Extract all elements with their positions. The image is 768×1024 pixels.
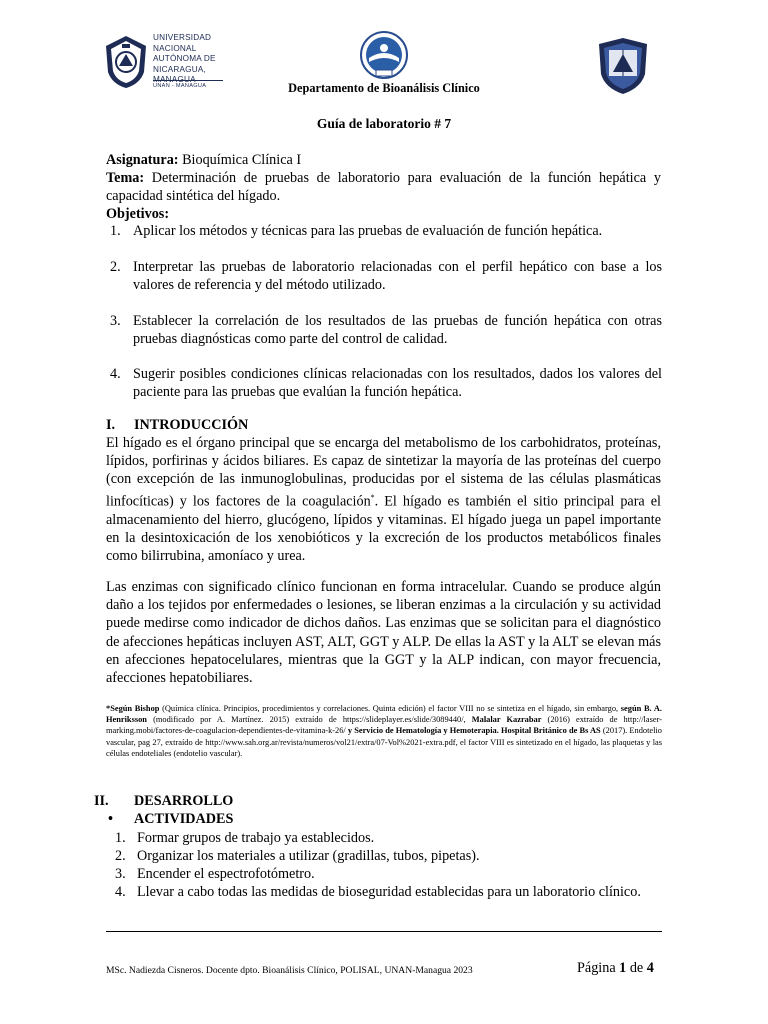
objective-text: Establecer la correlación de los resultados de las pruebas de función hepática con otras pruebas diagnósticas como parte del control de calidad.: [133, 313, 662, 348]
objective-number: 3.: [110, 313, 121, 329]
footnote-text: (2016) extraído de http://laser-marking.mobi/factores-de-coagulacion-dependientes-de-vitamina-k-26/: [106, 715, 662, 736]
activity-item: [110, 865, 662, 883]
intro-paragraph: [106, 434, 661, 565]
activity-text: Encender el espectrofotómetro.: [137, 866, 315, 882]
footnote-text: (Química clínica. Principios, procedimientos y correlaciones. Quinta edición) el factor VIII no se sintetiza en el hígado, sin embargo,: [159, 704, 621, 713]
activity-number: 2.: [115, 848, 126, 864]
objective-number: 4.: [110, 366, 121, 382]
objectives-heading: Objetivos:: [106, 206, 170, 222]
activity-number: 4.: [115, 884, 126, 900]
footer-author: MSc. Nadiezda Cisneros. Docente dpto. Bioanálisis Clínico, POLISAL, UNAN-Managua 2023: [106, 965, 473, 976]
footnote-text: (modificado por A. Martínez. 2015) extraído de https://slideplayer.es/slide/3089440/,: [146, 715, 472, 725]
guide-title: Guía de laboratorio # 7: [316, 116, 452, 131]
section-number: I.: [106, 417, 116, 433]
topic-line: [106, 169, 661, 205]
department-name: Departamento de Bioanálisis Clínico: [288, 81, 480, 95]
objective-item: [106, 258, 662, 294]
subsection-heading: ACTIVIDADES: [134, 811, 234, 827]
activity-number: 3.: [115, 866, 126, 882]
footnote-text: (2017). Endotelio vascular, pag 27, extraído de http://www.sah.org.ar/revista/numeros/vol21/extra/07-Vol%2021-extra.pdf, el factor VIII es sintetizado en el hígado, las plaquetas y las células endoteliales (endotelio vascular).: [106, 726, 662, 758]
footnote: [106, 703, 662, 759]
university-line: MANAGUA: [153, 75, 196, 85]
activity-text: Llevar a cabo todas las medidas de bioseguridad establecidas para un laboratorio clínico.: [137, 884, 641, 900]
footnote-bold: y Servicio de Hematología y Hemoterapia. Hospital Británico de Bs AS: [347, 726, 601, 736]
intro-text: El hígado es el órgano principal que se encarga del metabolismo de los carbohidratos, proteínas, lípidos, porfirinas y ácidos biliares. Es capaz de sintetizar la mayoría de las proteínas del cuerpo (con excepción de las inmunoglobulinas, producidas por el sistema de las células plasmáticas linfocíticas) y los factores de la coagulación: [106, 435, 661, 510]
activity-item: [110, 847, 662, 865]
objective-text: Aplicar los métodos y técnicas para las pruebas de evaluación de función hepática.: [133, 223, 603, 239]
topic-value: Determinación de pruebas de laboratorio para evaluación de la función hepática y capacidad sintética del hígado.: [106, 170, 661, 205]
section-number: II.: [94, 793, 109, 809]
subject-value: Bioquímica Clínica I: [178, 152, 302, 168]
page-label: Página: [577, 960, 620, 976]
activity-text: Organizar los materiales a utilizar (gradillas, tubos, pipetas).: [137, 848, 480, 864]
intro-text: . El hígado es también el sitio principal para el almacenamiento del hierro, glucógeno, lípidos y vitaminas. El hígado juega un papel importante en la desintoxicación de los xenobióticos y la excreción de los productos metabólicos finales como bilirrubina, amoníaco y urea.: [106, 493, 661, 564]
footnote-mark: *: [370, 492, 375, 502]
page-of: de: [626, 960, 647, 976]
activity-text: Formar grupos de trabajo ya establecidos.: [137, 830, 375, 846]
university-line: NICARAGUA,: [153, 64, 206, 74]
objective-text: Interpretar las pruebas de laboratorio relacionadas con el perfil hepático con base a los valores de referencia y del método utilizado.: [133, 259, 662, 294]
footer-divider: [106, 931, 662, 932]
topic-label: Tema:: [106, 170, 145, 186]
objectives-label: [106, 205, 661, 223]
intro-paragraph: Las enzimas con significado clínico funcionan en forma intracelular. Cuando se produce algún daño a los tejidos por enfermedades o lesiones, se liberan enzimas a la circulación y su actividad puede medirse como indicador de dichos daños. Las enzimas que se solicitan para el diagnóstico de afecciones hepáticas incluyen AST, ALT, GGT y ALP. De ellas la AST y la ALT se elevan más en afecciones hepatocelulares, mientras que la GGT y la ALP indican, con mayor frecuencia, afecciones hepatobiliares.: [106, 579, 661, 687]
activity-item: [110, 829, 662, 847]
polisal-logo: [359, 30, 409, 82]
objective-item: [106, 312, 662, 348]
objective-item: [106, 365, 662, 401]
section-heading: INTRODUCCIÓN: [134, 417, 249, 433]
section-heading: DESARROLLO: [134, 793, 234, 809]
objective-number: 2.: [110, 259, 121, 275]
university-name: [153, 33, 216, 86]
activity-item: [110, 883, 662, 901]
university-line: NACIONAL: [153, 43, 197, 53]
bullet-icon: •: [108, 811, 113, 827]
footnote-bold: Malalar Kazrabar: [471, 715, 542, 725]
page-current: 1: [619, 960, 627, 976]
activity-number: 1.: [115, 830, 126, 846]
subject-label: Asignatura:: [106, 152, 179, 168]
faculty-shield-logo: [595, 36, 651, 96]
objective-item: [106, 222, 662, 240]
university-line: UNIVERSIDAD: [153, 33, 212, 42]
page-total: 4: [646, 960, 654, 976]
page-number: [577, 960, 654, 977]
university-line: AUTÓNOMA DE: [153, 54, 216, 64]
footnote-bold: *Según Bishop: [106, 704, 160, 713]
university-abbrev: UNAN - MANAGUA: [153, 83, 207, 89]
subject-line: [106, 151, 661, 169]
objective-text: Sugerir posibles condiciones clínicas relacionadas con los resultados, dados los valores del paciente para las pruebas que evalúan la función hepática.: [133, 366, 662, 401]
footnote-bold: según B. A. Henriksson: [106, 704, 662, 725]
objective-number: 1.: [110, 223, 121, 239]
